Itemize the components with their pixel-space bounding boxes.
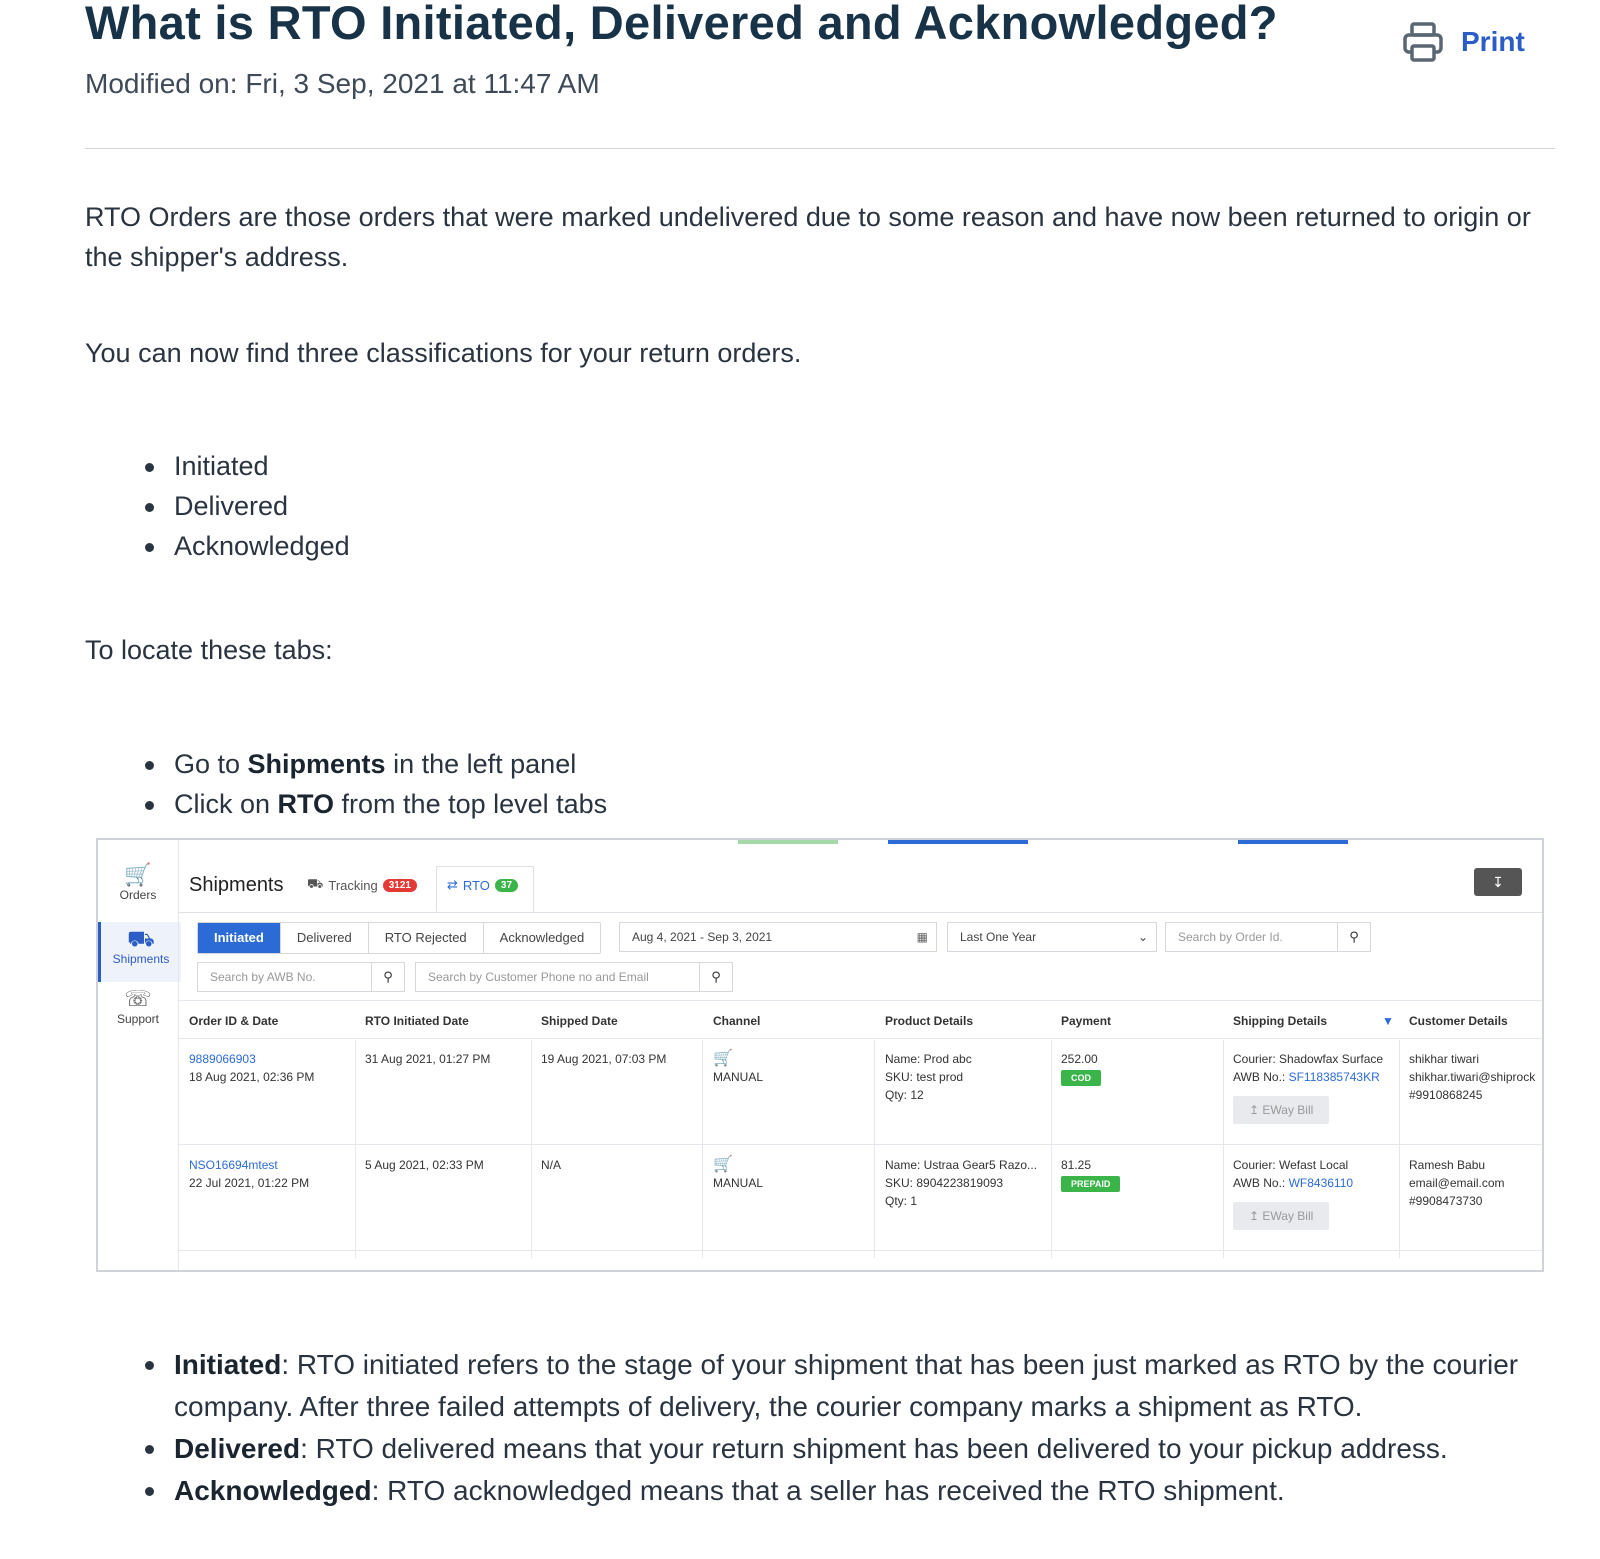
eway-label: EWay Bill bbox=[1262, 1209, 1314, 1223]
calendar-icon: ▦ bbox=[916, 930, 928, 944]
column-divider bbox=[1051, 1040, 1052, 1258]
column-header: Payment bbox=[1061, 1014, 1112, 1028]
classification-list bbox=[145, 446, 350, 566]
period-value: Last One Year bbox=[960, 930, 1037, 944]
divider bbox=[179, 1250, 1542, 1251]
list-item bbox=[145, 1470, 1545, 1512]
customer-name: shikhar tiwari bbox=[1409, 1052, 1480, 1066]
payment-type-badge: PREPAID bbox=[1061, 1176, 1120, 1192]
definition-term: Initiated bbox=[174, 1349, 282, 1380]
courier-name: Courier: Wefast Local bbox=[1233, 1158, 1349, 1172]
sidebar-item-shipments[interactable] bbox=[98, 922, 181, 982]
upload-icon: ↥ bbox=[1249, 1103, 1260, 1117]
upload-icon: ↥ bbox=[1249, 1209, 1260, 1223]
search-awb-input[interactable] bbox=[197, 962, 405, 992]
order-id-link[interactable]: NSO16694mtest bbox=[189, 1158, 278, 1172]
customer-cell bbox=[1409, 1156, 1505, 1210]
filter-icon[interactable]: ▼ bbox=[1382, 1014, 1394, 1028]
courier-name: Courier: Shadowfax Surface bbox=[1233, 1052, 1384, 1066]
customer-phone: #9908473730 bbox=[1409, 1194, 1483, 1208]
product-qty: Qty: 12 bbox=[885, 1088, 924, 1102]
eway-bill-button[interactable] bbox=[1233, 1096, 1329, 1124]
customer-email: email@email.com bbox=[1409, 1176, 1505, 1190]
product-name: Name: Prod abc bbox=[885, 1052, 972, 1066]
payment-cell bbox=[1061, 1156, 1120, 1192]
column-header: Channel bbox=[713, 1014, 761, 1028]
definition-term: Acknowledged bbox=[174, 1475, 372, 1506]
list-item: Acknowledged bbox=[145, 526, 350, 566]
date-range-field[interactable] bbox=[619, 922, 937, 952]
list-item bbox=[145, 784, 607, 824]
step-text: Click on bbox=[174, 789, 278, 819]
product-sku: SKU: test prod bbox=[885, 1070, 964, 1084]
channel-cell bbox=[713, 1156, 763, 1192]
awb-link[interactable]: WF8436110 bbox=[1288, 1176, 1354, 1190]
chevron-down-icon: ⌄ bbox=[1137, 930, 1148, 944]
column-header: Shipped Date bbox=[541, 1014, 618, 1028]
step-bold: Shipments bbox=[247, 749, 386, 779]
payment-cell bbox=[1061, 1050, 1101, 1086]
shipped-date: 19 Aug 2021, 07:03 PM bbox=[541, 1052, 667, 1066]
cart-icon: 🛒 bbox=[124, 862, 152, 887]
tracking-count-badge: 3121 bbox=[383, 879, 417, 892]
date-range-value: Aug 4, 2021 - Sep 3, 2021 bbox=[632, 930, 773, 944]
product-cell bbox=[885, 1156, 1037, 1210]
list-item bbox=[145, 1428, 1545, 1470]
sidebar-item-support[interactable] bbox=[98, 986, 178, 1036]
awb-label: AWB No.: bbox=[1233, 1176, 1286, 1190]
order-id-link[interactable]: 9889066903 bbox=[189, 1052, 256, 1066]
payment-amount: 252.00 bbox=[1061, 1052, 1098, 1066]
print-button[interactable] bbox=[1401, 20, 1525, 64]
shipping-cell bbox=[1233, 1156, 1353, 1230]
product-sku: SKU: 8904223819093 bbox=[885, 1176, 1004, 1190]
main-panel bbox=[178, 840, 1542, 1270]
locate-intro: To locate these tabs: bbox=[85, 635, 333, 665]
column-divider bbox=[531, 1040, 532, 1258]
payment-type-badge: COD bbox=[1061, 1070, 1101, 1086]
column-divider bbox=[1223, 1040, 1224, 1258]
tab-rto-inner bbox=[447, 877, 518, 893]
cart-icon: 🛒 bbox=[713, 1050, 733, 1067]
product-qty: Qty: 1 bbox=[885, 1194, 918, 1208]
order-cell bbox=[189, 1050, 314, 1086]
column-divider bbox=[874, 1040, 875, 1258]
list-item bbox=[145, 744, 607, 784]
channel-name: MANUAL bbox=[713, 1070, 764, 1084]
return-truck-icon: ⇄ bbox=[447, 877, 458, 892]
channel-cell bbox=[713, 1050, 763, 1086]
product-name: Name: Ustraa Gear5 Razo... bbox=[885, 1158, 1038, 1172]
subtab-delivered[interactable]: Delivered bbox=[281, 923, 369, 953]
search-awb-placeholder: Search by AWB No. bbox=[210, 970, 316, 984]
tracking-icon: ⛟ bbox=[307, 876, 324, 891]
definition-text: : RTO acknowledged means that a seller has received the RTO shipment. bbox=[371, 1475, 1285, 1506]
channel-name: MANUAL bbox=[713, 1176, 764, 1190]
download-icon: ↧ bbox=[1492, 874, 1504, 890]
subtab-rto-rejected[interactable]: RTO Rejected bbox=[369, 923, 484, 953]
classifications-intro: You can now find three classifications for your return orders. bbox=[85, 338, 802, 368]
awb-link[interactable]: SF118385743KR bbox=[1288, 1070, 1380, 1084]
order-date: 18 Aug 2021, 02:36 PM bbox=[189, 1070, 315, 1084]
page-title: Shipments bbox=[189, 874, 284, 896]
printer-icon bbox=[1401, 20, 1445, 64]
divider bbox=[179, 1038, 1542, 1039]
step-text: in the left panel bbox=[385, 749, 577, 779]
search-icon[interactable]: ⚲ bbox=[699, 963, 732, 991]
eway-bill-button[interactable] bbox=[1233, 1202, 1329, 1230]
order-date: 22 Jul 2021, 01:22 PM bbox=[189, 1176, 310, 1190]
article-title: What is RTO Initiated, Delivered and Acknowledged? bbox=[85, 0, 1278, 49]
search-order-input[interactable] bbox=[1165, 922, 1371, 952]
search-order-placeholder: Search by Order Id. bbox=[1178, 930, 1283, 944]
order-cell bbox=[189, 1156, 309, 1192]
column-header: RTO Initiated Date bbox=[365, 1014, 469, 1028]
steps-list bbox=[145, 744, 607, 824]
step-text: from the top level tabs bbox=[334, 789, 608, 819]
subtab-initiated[interactable]: Initiated bbox=[198, 923, 281, 953]
search-icon[interactable]: ⚲ bbox=[371, 963, 404, 991]
column-divider bbox=[355, 1040, 356, 1258]
headset-icon: ☏ bbox=[124, 986, 152, 1011]
tab-label: Tracking bbox=[328, 877, 378, 893]
divider bbox=[179, 1144, 1542, 1145]
column-header: Order ID & Date bbox=[189, 1014, 279, 1028]
sidebar-item-label: Shipments bbox=[112, 952, 170, 966]
sidebar-item-label: Support bbox=[116, 1012, 160, 1026]
rto-status-tabs bbox=[197, 922, 601, 954]
step-bold: RTO bbox=[277, 789, 335, 819]
shipping-cell bbox=[1233, 1050, 1383, 1124]
customer-email: shikhar.tiwari@shiprock bbox=[1409, 1070, 1536, 1084]
column-header: Shipping Details bbox=[1233, 1014, 1328, 1028]
intro-paragraph: RTO Orders are those orders that were marked undelivered due to some reason and have now been returned to origin or the shipper's address. bbox=[85, 202, 1531, 272]
tab-label: RTO bbox=[462, 877, 490, 893]
sidebar-item-label: Orders bbox=[119, 888, 157, 902]
tab-rto[interactable] bbox=[436, 866, 534, 912]
payment-amount: 81.25 bbox=[1061, 1158, 1092, 1172]
period-select[interactable] bbox=[947, 922, 1157, 952]
tab-tracking[interactable] bbox=[307, 876, 417, 894]
divider bbox=[85, 148, 1555, 149]
customer-phone: #9910868245 bbox=[1409, 1088, 1483, 1102]
shipped-date: N/A bbox=[541, 1158, 562, 1172]
subtab-acknowledged[interactable]: Acknowledged bbox=[499, 930, 585, 945]
download-button[interactable] bbox=[1474, 868, 1522, 896]
eway-label: EWay Bill bbox=[1262, 1103, 1314, 1117]
rto-initiated-date: 31 Aug 2021, 01:27 PM bbox=[365, 1052, 491, 1066]
divider bbox=[179, 1000, 1542, 1001]
cart-icon: 🛒 bbox=[713, 1156, 733, 1173]
rto-count-badge: 37 bbox=[495, 879, 518, 892]
step-text: Go to bbox=[174, 749, 248, 779]
column-header: Product Details bbox=[885, 1014, 974, 1028]
search-customer-input[interactable] bbox=[415, 962, 733, 992]
column-header: Customer Details bbox=[1409, 1014, 1508, 1028]
print-label[interactable]: Print bbox=[1461, 26, 1525, 57]
rto-screenshot bbox=[96, 838, 1544, 1272]
rto-initiated-date: 5 Aug 2021, 02:33 PM bbox=[365, 1158, 484, 1172]
customer-cell bbox=[1409, 1050, 1535, 1104]
list-item bbox=[145, 1344, 1545, 1428]
list-item: Delivered bbox=[145, 486, 350, 526]
column-divider bbox=[702, 1040, 703, 1258]
header bbox=[179, 840, 1542, 913]
definitions-list bbox=[145, 1344, 1545, 1512]
column-divider bbox=[1399, 1040, 1400, 1258]
customer-name: Ramesh Babu bbox=[1409, 1158, 1486, 1172]
sidebar-item-orders[interactable] bbox=[98, 862, 178, 912]
definition-term: Delivered bbox=[174, 1433, 301, 1464]
definition-text: : RTO delivered means that your return shipment has been delivered to your pickup address. bbox=[300, 1433, 1448, 1464]
definition-text: : RTO initiated refers to the stage of your shipment that has been just marked as RTO by the courier company. After three failed attempts of delivery, the courier company marks a shipment as RTO. bbox=[174, 1349, 1519, 1422]
modified-date: Modified on: Fri, 3 Sep, 2021 at 11:47 AM bbox=[85, 68, 600, 99]
search-customer-placeholder: Search by Customer Phone no and Email bbox=[428, 970, 649, 984]
truck-icon: ⛟ bbox=[127, 926, 155, 951]
sidebar bbox=[98, 850, 178, 1270]
product-cell bbox=[885, 1050, 972, 1104]
list-item: Initiated bbox=[145, 446, 350, 486]
search-icon[interactable]: ⚲ bbox=[1337, 923, 1370, 951]
awb-label: AWB No.: bbox=[1233, 1070, 1286, 1084]
